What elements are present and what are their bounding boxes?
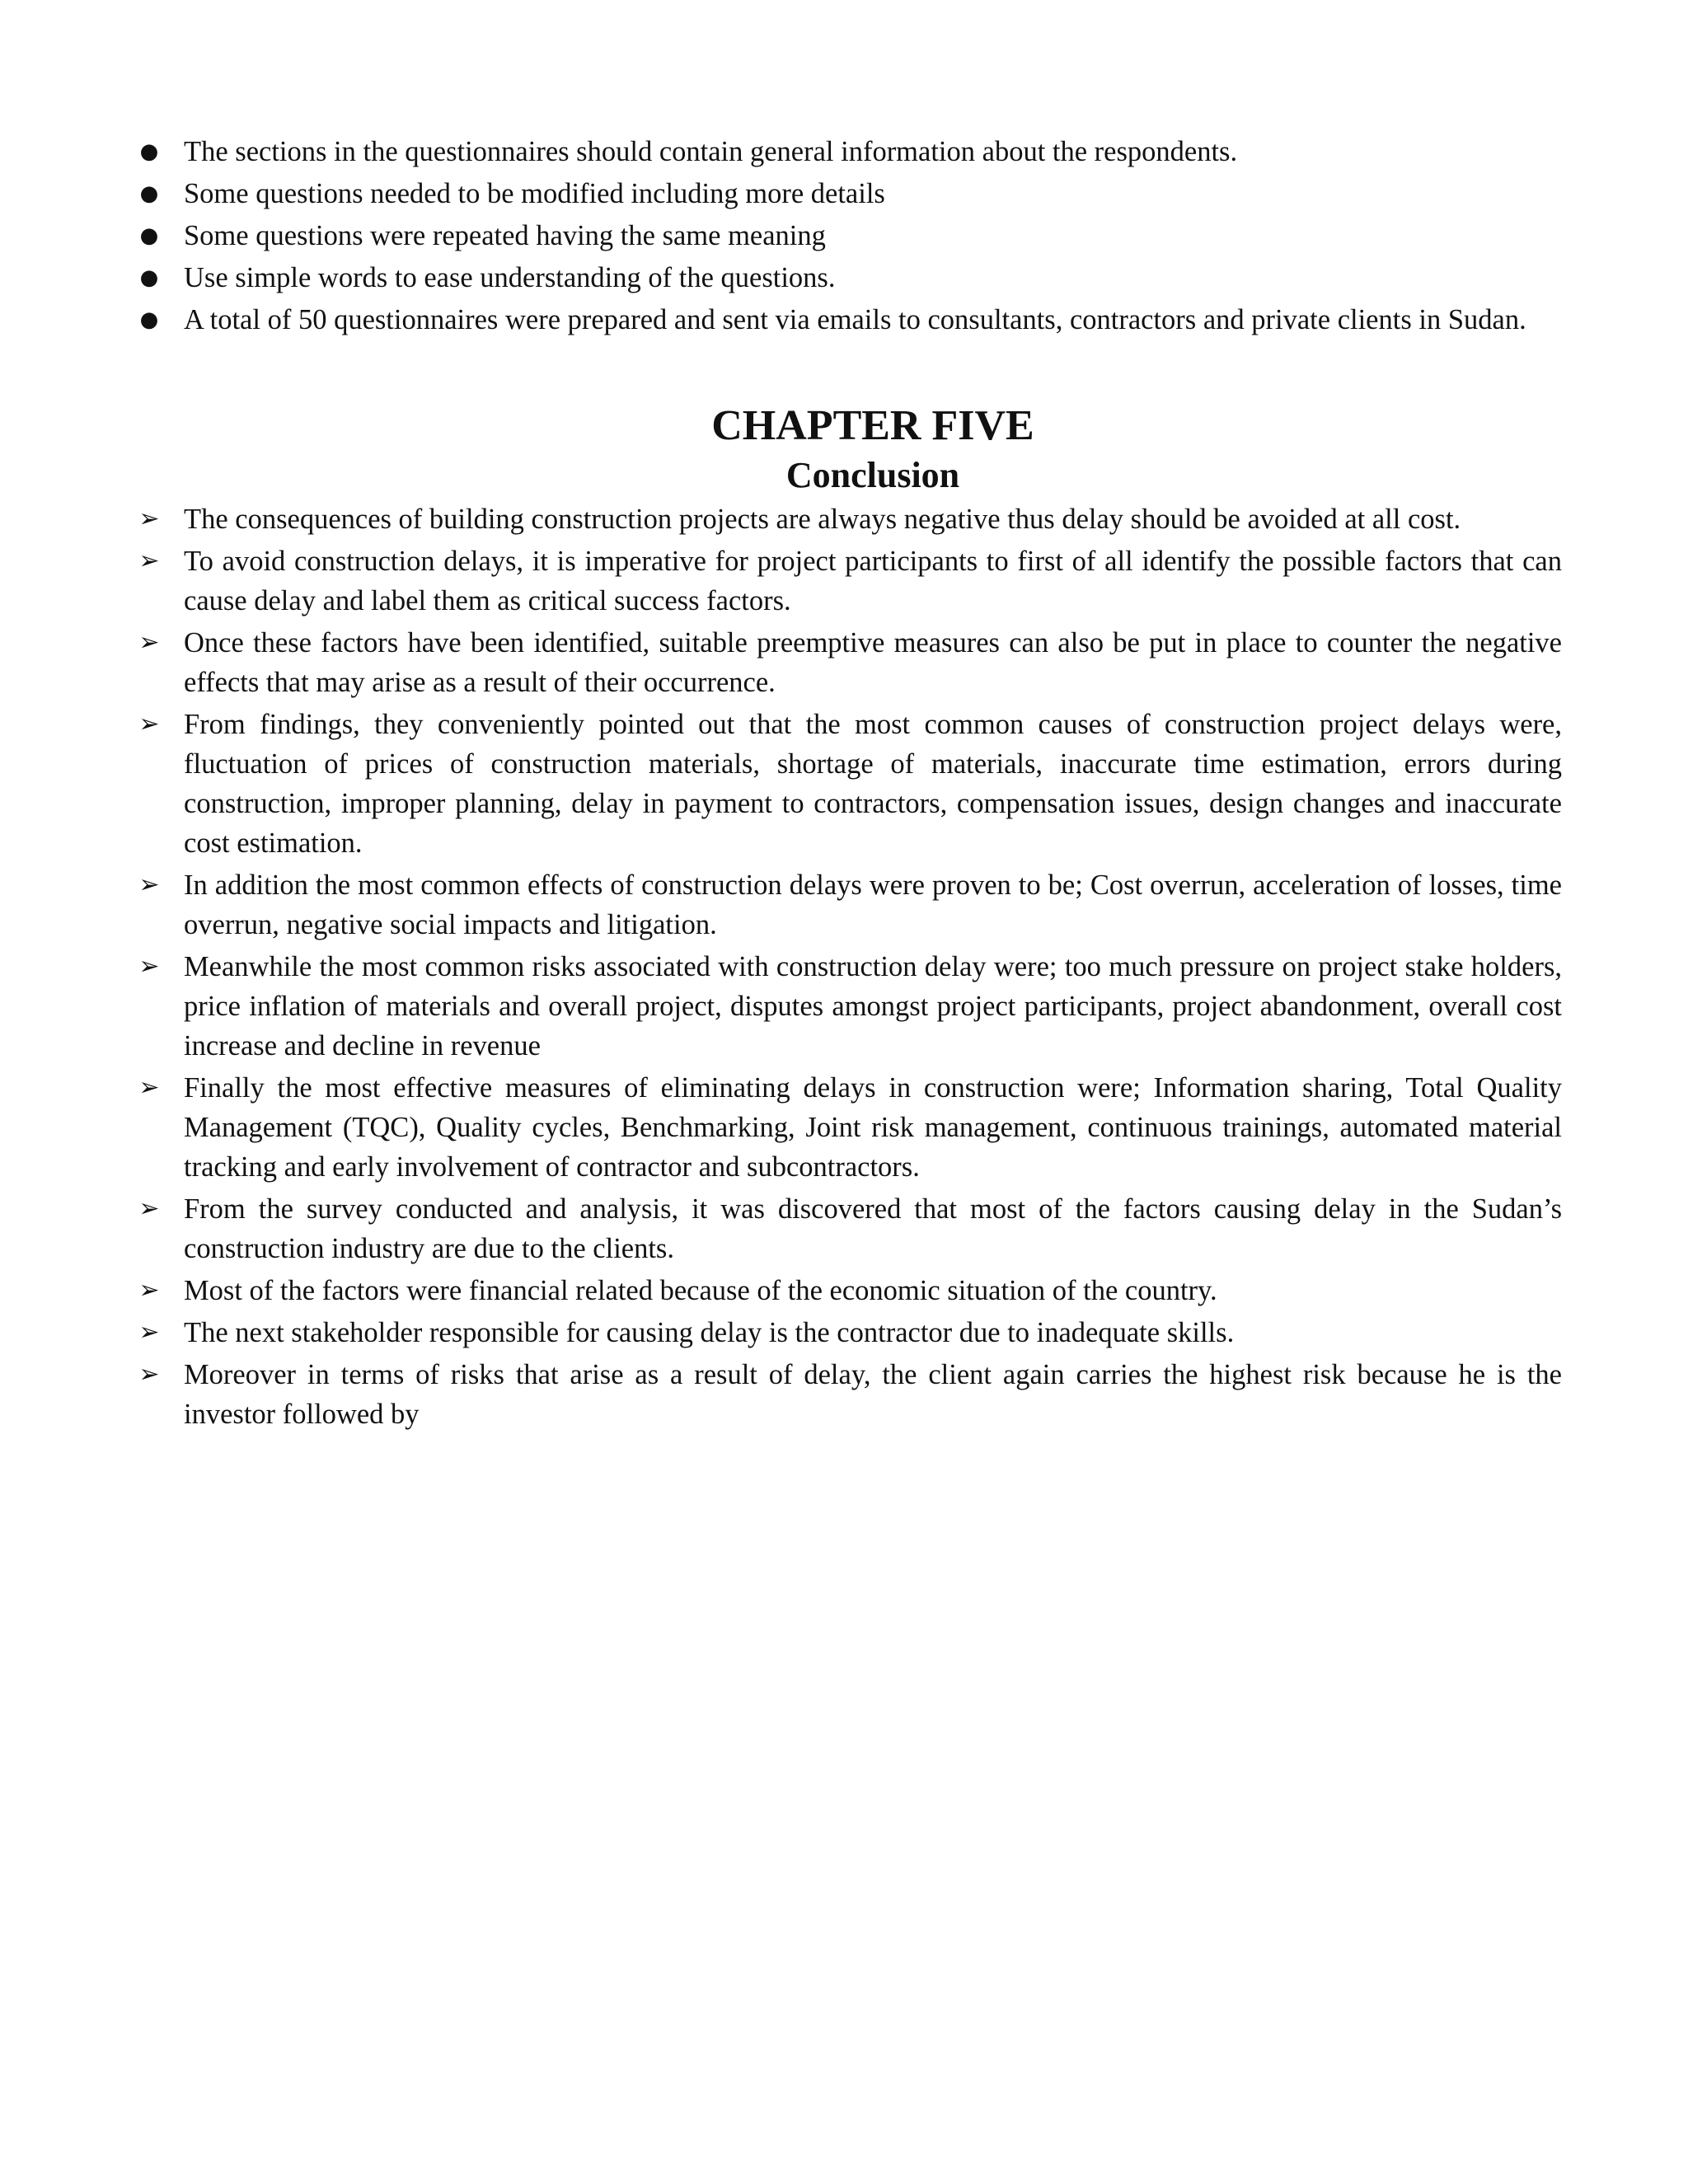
bullet-icon: ● <box>139 181 159 206</box>
chapter-heading <box>184 401 1562 499</box>
list-item-text: Use simple words to ease understanding of the questions. <box>184 262 836 293</box>
list-item-text: The next stakeholder responsible for causing delay is the contractor due to inadequate skills. <box>184 1317 1235 1348</box>
list-item-text: From findings, they conveniently pointed out that the most common causes of construction project delays were, fluctuation of prices of construction materials, shortage of materials, inaccurate time estimation, errors during construction, improper planning, delay in payment to contractors, compensation issues, design changes and inaccurate cost estimation. <box>184 709 1562 859</box>
arrow-bullet-icon: ➢ <box>138 952 160 981</box>
list-item-text: From the survey conducted and analysis, it was discovered that most of the factors causing delay in the Sudan’s construction industry are due to the clients. <box>184 1193 1562 1264</box>
list-item <box>138 947 1562 1066</box>
list-item <box>139 216 1562 255</box>
list-item <box>139 132 1562 171</box>
bullet-icon: ● <box>139 139 159 164</box>
list-item <box>138 499 1562 539</box>
chapter-subtitle: Conclusion <box>785 455 960 495</box>
list-item-text: Finally the most effective measures of eliminating delays in construction were; Information sharing, Total Quality Management (TQC), Quality cycles, Benchmarking, Joint risk management, continuous trainings, automated material tracking and early involvement of contractor and subcontractors. <box>184 1072 1562 1183</box>
list-item <box>138 1355 1562 1434</box>
arrow-bullet-icon: ➢ <box>138 870 160 899</box>
list-item <box>138 541 1562 621</box>
arrow-bullet-icon: ➢ <box>138 1318 160 1347</box>
list-item <box>139 174 1562 213</box>
arrow-bullet-icon: ➢ <box>138 710 160 738</box>
arrow-bullet-icon: ➢ <box>138 504 160 533</box>
arrow-bullet-icon: ➢ <box>138 1360 160 1389</box>
arrow-bullet-icon: ➢ <box>138 628 160 657</box>
list-item-text: Most of the factors were financial related because of the economic situation of the country. <box>184 1275 1217 1306</box>
arrow-bullet-icon: ➢ <box>138 1073 160 1102</box>
list-item-text: Some questions needed to be modified including more details <box>184 178 885 209</box>
arrow-bullet-icon: ➢ <box>138 1194 160 1223</box>
list-item <box>138 1189 1562 1268</box>
list-item <box>139 258 1562 298</box>
list-item-text: In addition the most common effects of construction delays were proven to be; Cost overrun, acceleration of losses, time overrun, negative social impacts and litigation. <box>184 869 1562 940</box>
list-item-text: The consequences of building construction projects are always negative thus delay should be avoided at all cost. <box>184 504 1461 535</box>
chapter-title: CHAPTER FIVE <box>711 402 1034 449</box>
list-item-text: Once these factors have been identified, suitable preemptive measures can also be put in place to counter the negative effects that may arise as a result of their occurrence. <box>184 627 1562 698</box>
list-item-text: A total of 50 questionnaires were prepared and sent via emails to consultants, contractors and private clients in Sudan. <box>184 304 1526 335</box>
list-item <box>138 623 1562 702</box>
bullet-icon: ● <box>139 223 159 248</box>
list-item <box>138 1068 1562 1187</box>
list-item <box>138 1271 1562 1310</box>
bullet-icon: ● <box>139 265 159 290</box>
arrow-bullet-icon: ➢ <box>138 546 160 575</box>
list-item-text: Meanwhile the most common risks associated with construction delay were; too much pressure on project stake holders, price inflation of materials and overall project, disputes amongst project participants, project abandonment, overall cost increase and decline in revenue <box>184 951 1562 1062</box>
list-item-text: Some questions were repeated having the same meaning <box>184 220 826 251</box>
conclusion-list <box>138 499 1562 1434</box>
list-item-text: To avoid construction delays, it is imperative for project participants to first of all identify the possible factors that can cause delay and label them as critical success factors. <box>184 546 1562 616</box>
list-item <box>138 1313 1562 1352</box>
list-item <box>138 705 1562 863</box>
list-item-text: The sections in the questionnaires should contain general information about the respondents. <box>184 136 1238 167</box>
bullet-icon: ● <box>139 307 159 332</box>
list-item <box>139 300 1562 340</box>
arrow-bullet-icon: ➢ <box>138 1276 160 1305</box>
intro-bullet-list <box>139 132 1562 340</box>
list-item-text: Moreover in terms of risks that arise as a result of delay, the client again carries the highest risk because he is the investor followed by <box>184 1359 1562 1430</box>
document-page <box>138 132 1562 1436</box>
list-item <box>138 865 1562 944</box>
